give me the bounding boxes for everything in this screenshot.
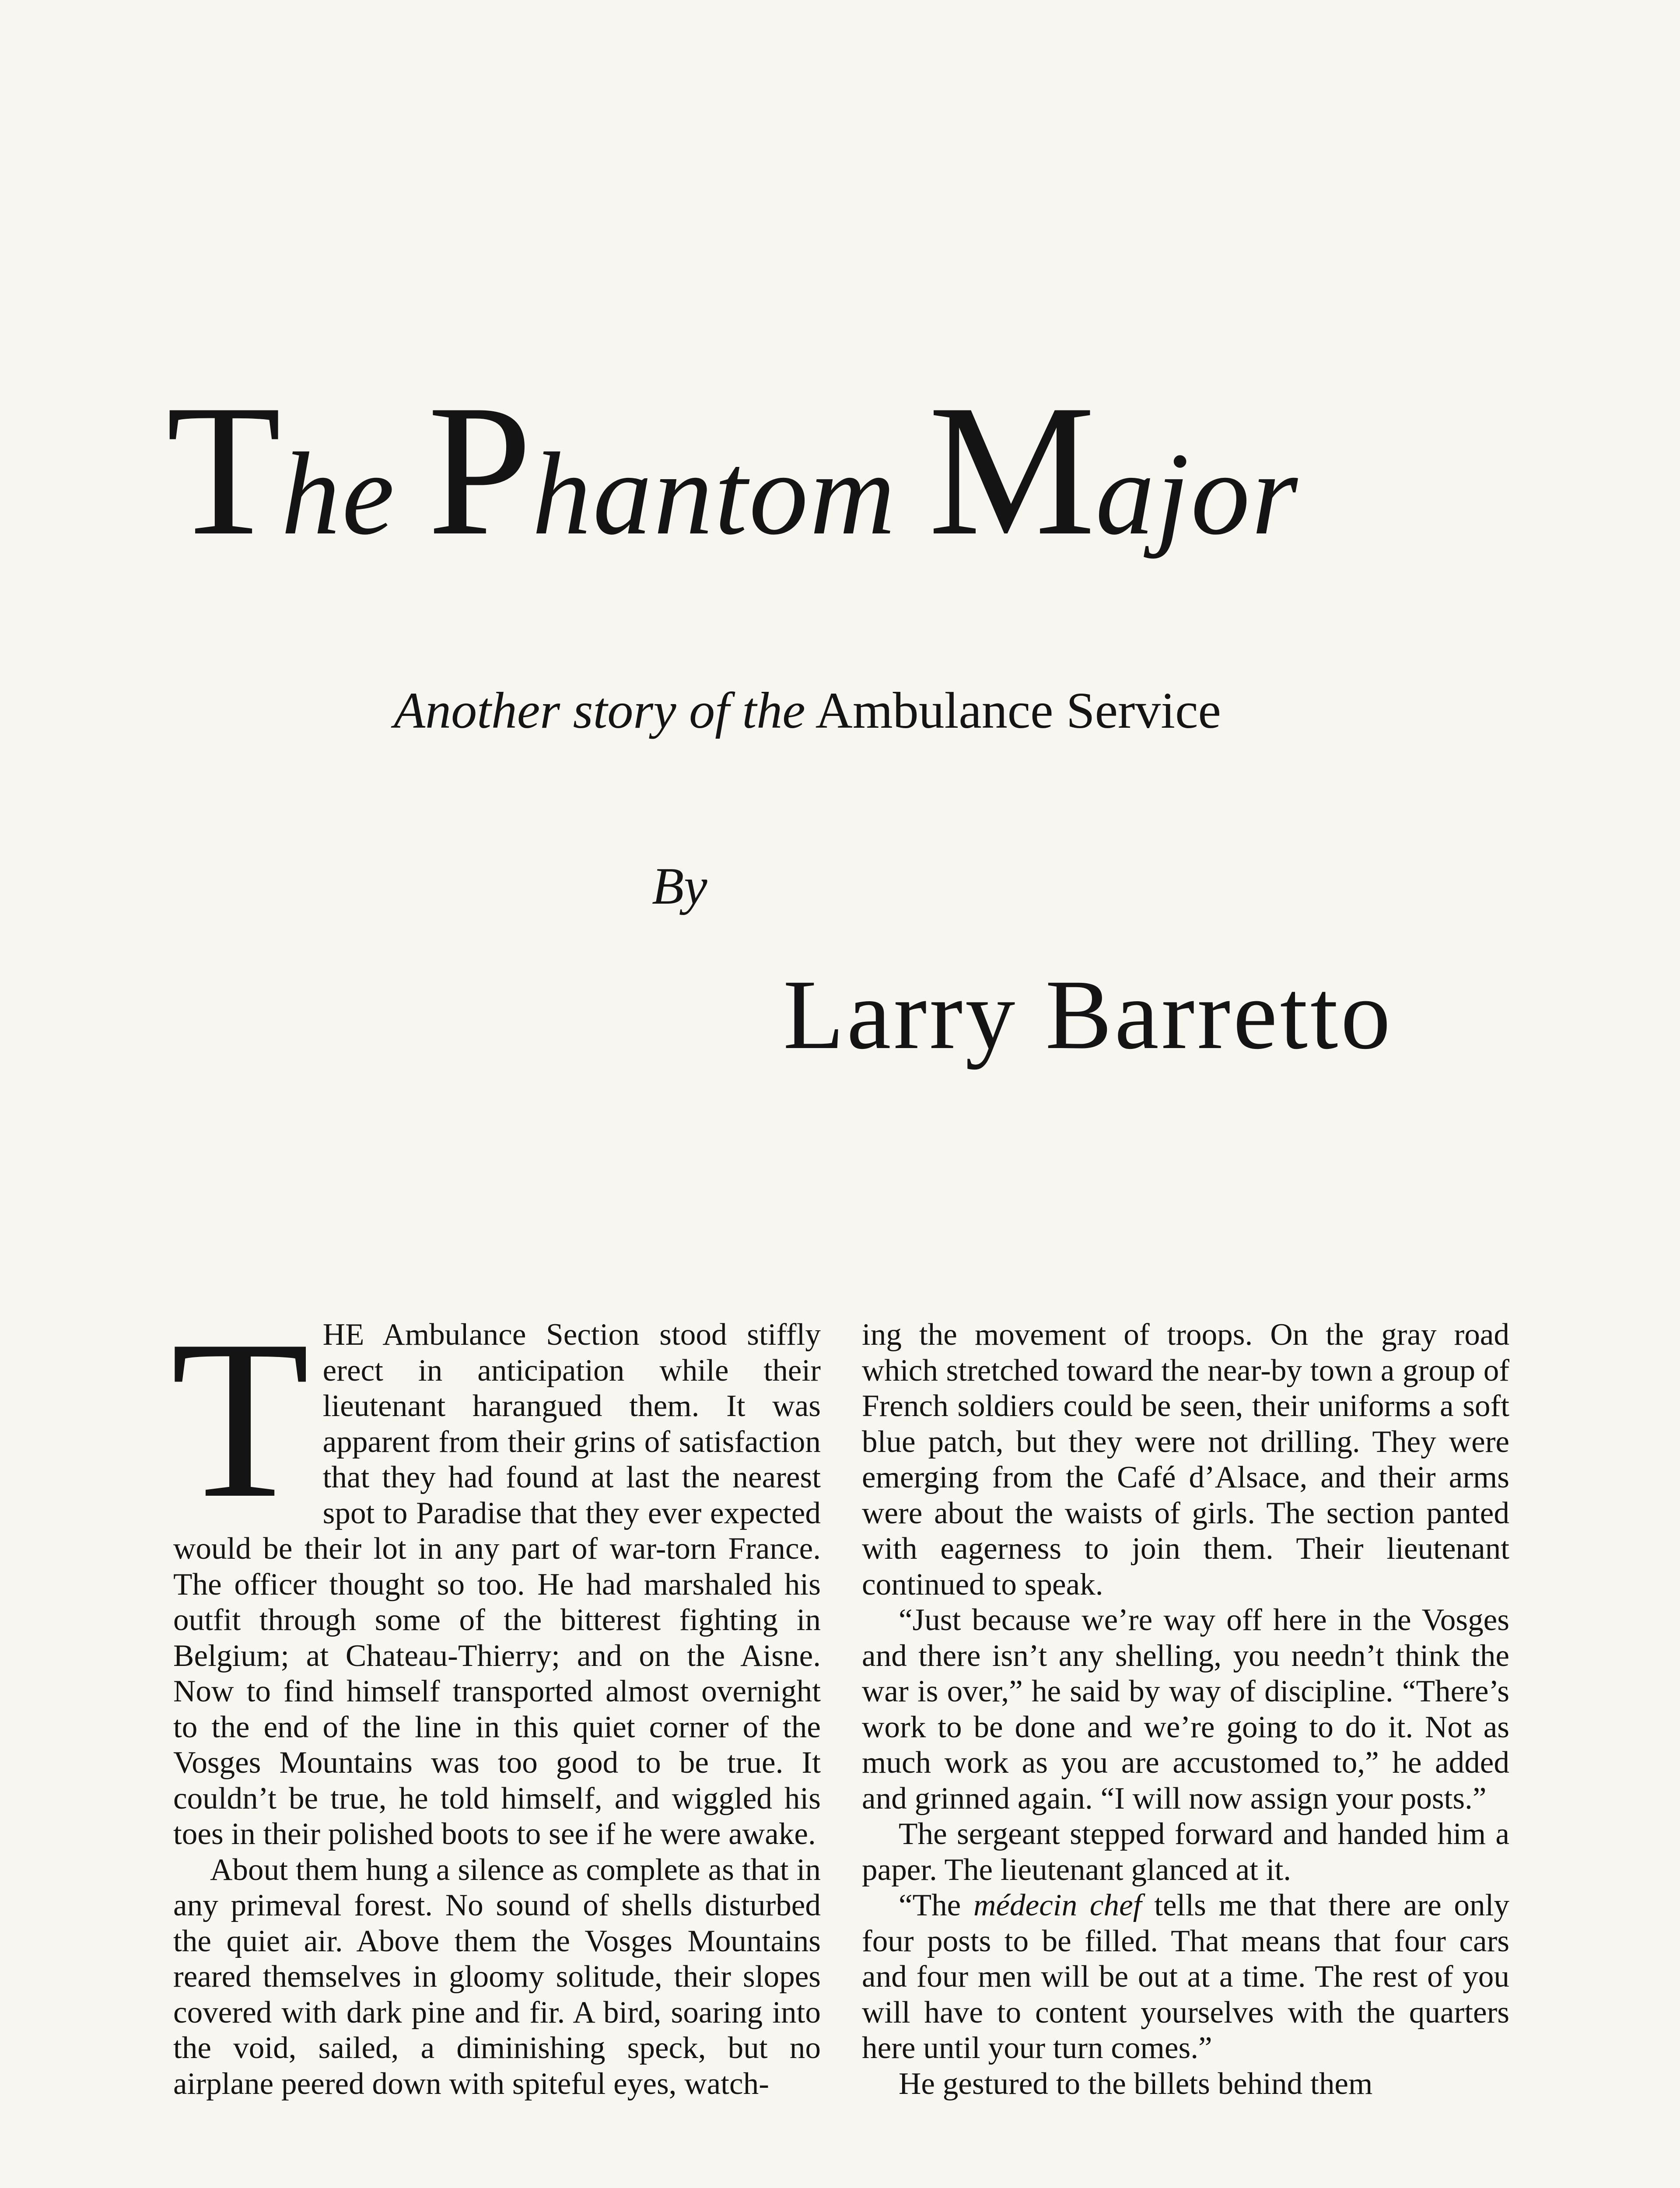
subtitle-roman: Ambulance Service [815,682,1221,739]
byline-by: By [652,857,707,915]
title-initial-t: T [166,366,281,575]
paragraph: “Just because we’re way off here in the Vosges and there isn’t any shelling, you needn’t think the war is over,” he said by way of discipline. “There’s work to be done and we’re going to do it. Not as much work as you are accustomed to,” he added and grinned again. “I will now assign your posts.” [862,1603,1509,1816]
text-column-left [171,1294,821,2102]
paragraph [862,1888,1509,2066]
story-title [166,366,1514,575]
paragraph: He gestured to the billets behind them [899,2066,1373,2101]
paragraph-text: tells me that there are only four posts to be filled. That means that four cars and four men will be out at a time. The rest of you will have to content yourselves with the quarters here until your turn comes.” [862,1888,1509,2065]
italic-phrase: médecin chef [973,1888,1142,1922]
title-word-major: ajor [1096,428,1300,559]
title-initial-p: P [427,366,532,575]
story-subtitle [394,682,1444,739]
subtitle-italic: Another story of the [394,682,805,739]
paragraph: The sergeant stepped forward and handed him a paper. The lieutenant glanced at it. [862,1817,1509,1887]
title-initial-m: M [928,366,1096,575]
paragraph-text: “The [899,1888,974,1922]
paragraph-continued: ing the movement of troops. On the gray road which stretched toward the near-by town a group of French soldiers could be seen, their uniforms a soft blue patch, but they were not drilling. They were emerging from the Café d’Alsace, and their arms were about the waists of girls. The section panted with eagerness to join them. Their lieutenant continued to speak. [862,1318,1509,1602]
paragraph: About them hung a silence as complete as that in any primeval forest. No sound of shells disturbed the quiet air. Above them the Vosges Mountains reared themselves in gloomy solitude, their slopes covered with dark pine and fir. A bird, soaring into the void, sailed, a diminishing speck, but no airplane peered down with spiteful eyes, watch- [173,1852,821,2101]
title-word-the: he [281,428,428,559]
text-column-right [862,1317,1509,2102]
author-name: Larry Barretto [783,960,1393,1070]
lead-smallcaps: HE [322,1318,364,1352]
drop-cap: T [171,1294,310,1545]
paragraph [171,1294,821,1852]
title-word-phantom: hantom [532,428,928,559]
paragraph-text: Ambulance Section stood stiffly erect in anticipation while their lieutenant harangued them. It was apparent from their grins of satisfaction that they had found at last the nearest spot to Paradise that they ever expected would be their lot in any part of war-torn France. The officer thought so too. He had marshaled his outfit through some of the bitterest fighting in Belgium; at Chateau-Thierry; and on the Aisne. Now to find himself transported almost overnight to the end of the line in this quiet corner of the Vosges Mountains was too good to be true. It couldn’t be true, he told himself, and wiggled his toes in their polished boots to see if he were awake. [173,1318,821,1851]
